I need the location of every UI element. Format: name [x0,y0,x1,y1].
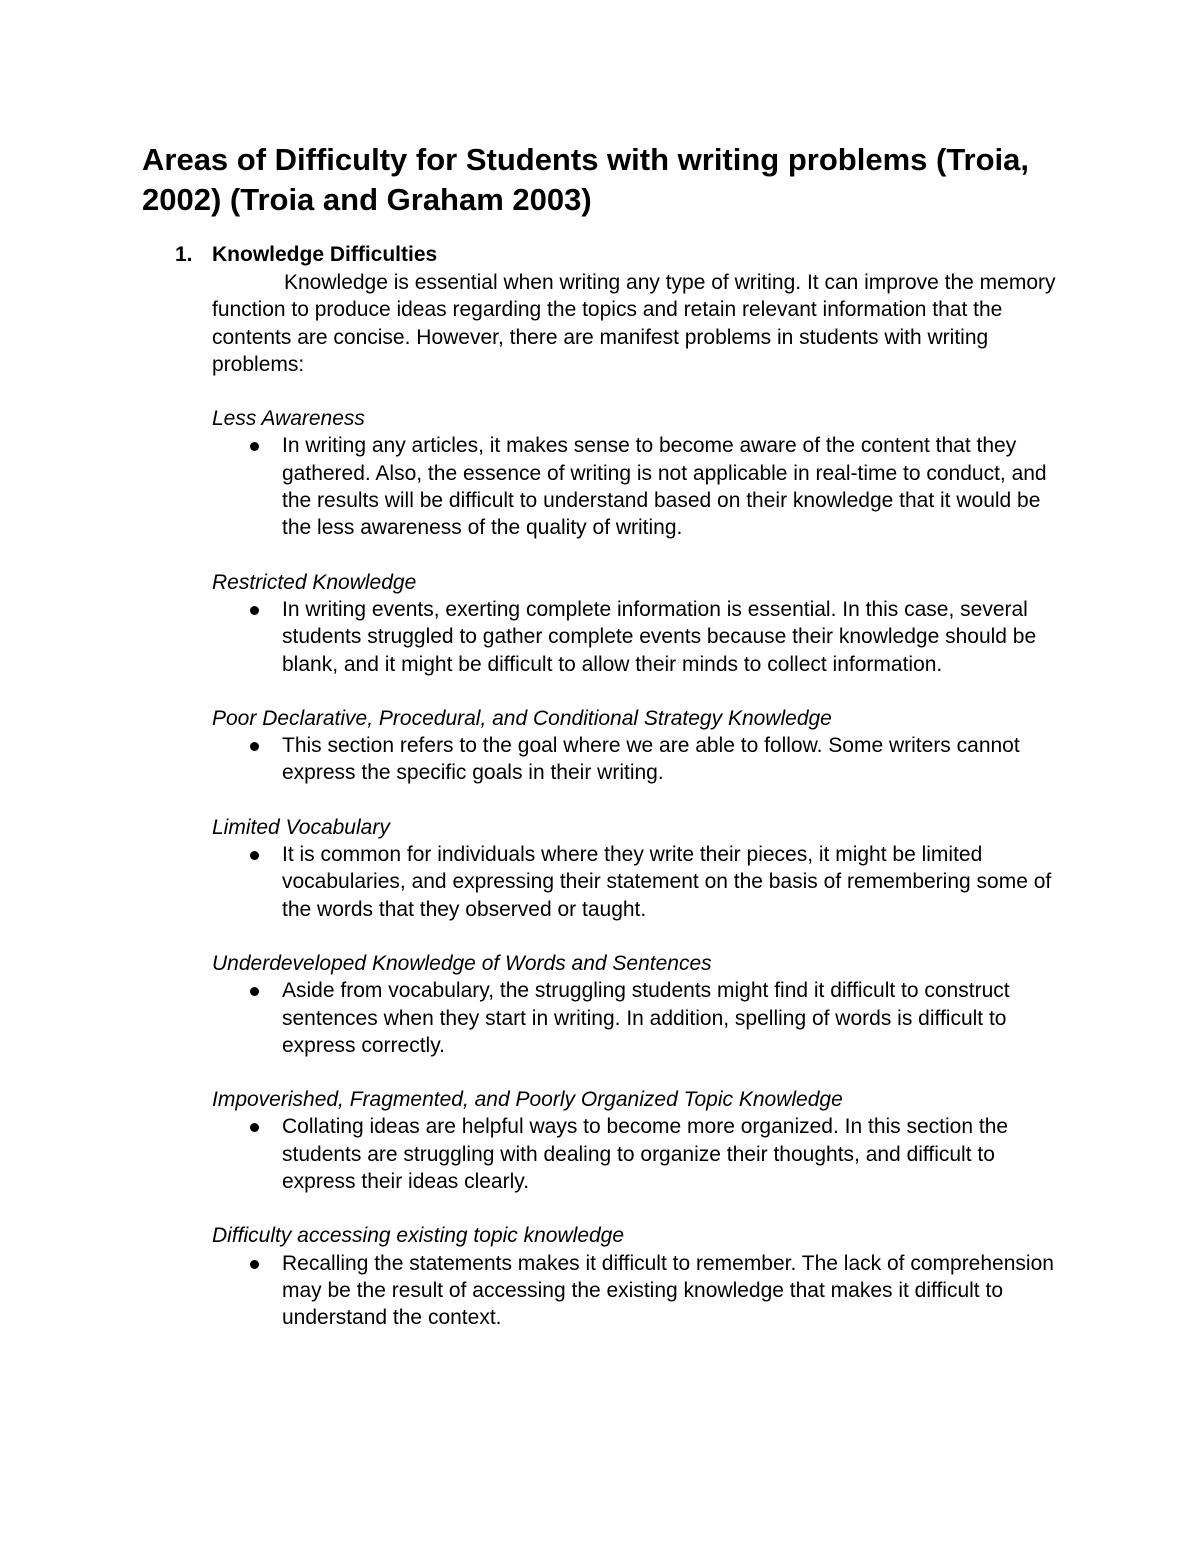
subsection-title: Limited Vocabulary [212,815,390,839]
bullet-item [212,1113,1072,1195]
subsection-title: Impoverished, Fragmented, and Poorly Organized Topic Knowledge [212,1088,843,1112]
bullet-text: Collating ideas are helpful ways to become more organized. In this section the students are struggling with dealing to organize their thoughts, and difficult to express their ideas clearly. [282,1115,1009,1194]
bullet-icon [250,442,259,451]
bullet-item [212,732,1072,787]
subsection-title: Difficulty accessing existing topic knowledge [212,1224,625,1248]
section-intro-paragraph: Knowledge is essential when writing any type of writing. It can improve the memory function to produce ideas regarding the topics and retain relevant information that the contents are concise. However, there are manifest problems in students with writing problems: [212,271,1056,376]
bullet-item [212,1250,1072,1332]
document-title: Areas of Difficulty for Students with writing problems (Troia, 2002) (Troia and Graham 2003) [142,142,1030,217]
subsection-underdeveloped-knowledge [212,950,1072,1059]
subsection-list [212,405,1072,1331]
section-number: 1. [175,243,193,266]
bullet-icon [250,606,259,615]
bullet-item [212,432,1072,541]
bullet-item [212,841,1072,923]
bullet-text: Recalling the statements makes it difficult to remember. The lack of comprehension may be the result of accessing the existing knowledge that makes it difficult to understand the context. [282,1251,1054,1330]
bullet-icon [250,851,259,860]
subsection-accessing-topic-knowledge [212,1222,1072,1331]
subsection-title: Restricted Knowledge [212,570,417,594]
bullet-text: In writing events, exerting complete information is essential. In this case, several students struggled to gather complete events because their knowledge should be blank, and it might be difficult to allow their minds to collect information. [282,597,1037,676]
subsection-limited-vocabulary [212,814,1072,923]
bullet-icon [250,1123,259,1132]
bullet-icon [250,742,259,751]
subsection-title: Less Awareness [212,407,365,431]
bullet-text: It is common for individuals where they write their pieces, it might be limited vocabularies, and expressing their statement on the basis of remembering some of the words that they observed or taught. [282,843,1052,921]
bullet-icon [250,1260,259,1269]
bullet-text: In writing any articles, it makes sense to become aware of the content that they gathered. Also, the essence of writing is not applicable in real-time to conduct, and the results will be difficult to understand based on their knowledge that it would be the less awareness of the quality of writing. [282,434,1047,540]
subsection-title: Poor Declarative, Procedural, and Conditional Strategy Knowledge [212,706,832,730]
bullet-icon [250,987,259,996]
subsection-restricted-knowledge [212,569,1072,678]
subsection-poor-strategy-knowledge [212,705,1072,787]
subsection-impoverished-topic-knowledge [212,1086,1072,1195]
bullet-text: This section refers to the goal where we are able to follow. Some writers cannot express the specific goals in their writing. [282,734,1020,785]
section-heading-text: Knowledge Difficulties [212,243,438,266]
subsection-title: Underdeveloped Knowledge of Words and Sentences [212,951,712,975]
bullet-item [212,977,1072,1059]
subsection-less-awareness [212,405,1072,541]
section-knowledge-difficulties [175,241,1075,1332]
bullet-text: Aside from vocabulary, the struggling students might find it difficult to construct sentences when they start in writing. In addition, spelling of words is difficult to express correctly. [282,979,1010,1057]
section-heading [175,241,1075,269]
bullet-item [212,596,1072,678]
